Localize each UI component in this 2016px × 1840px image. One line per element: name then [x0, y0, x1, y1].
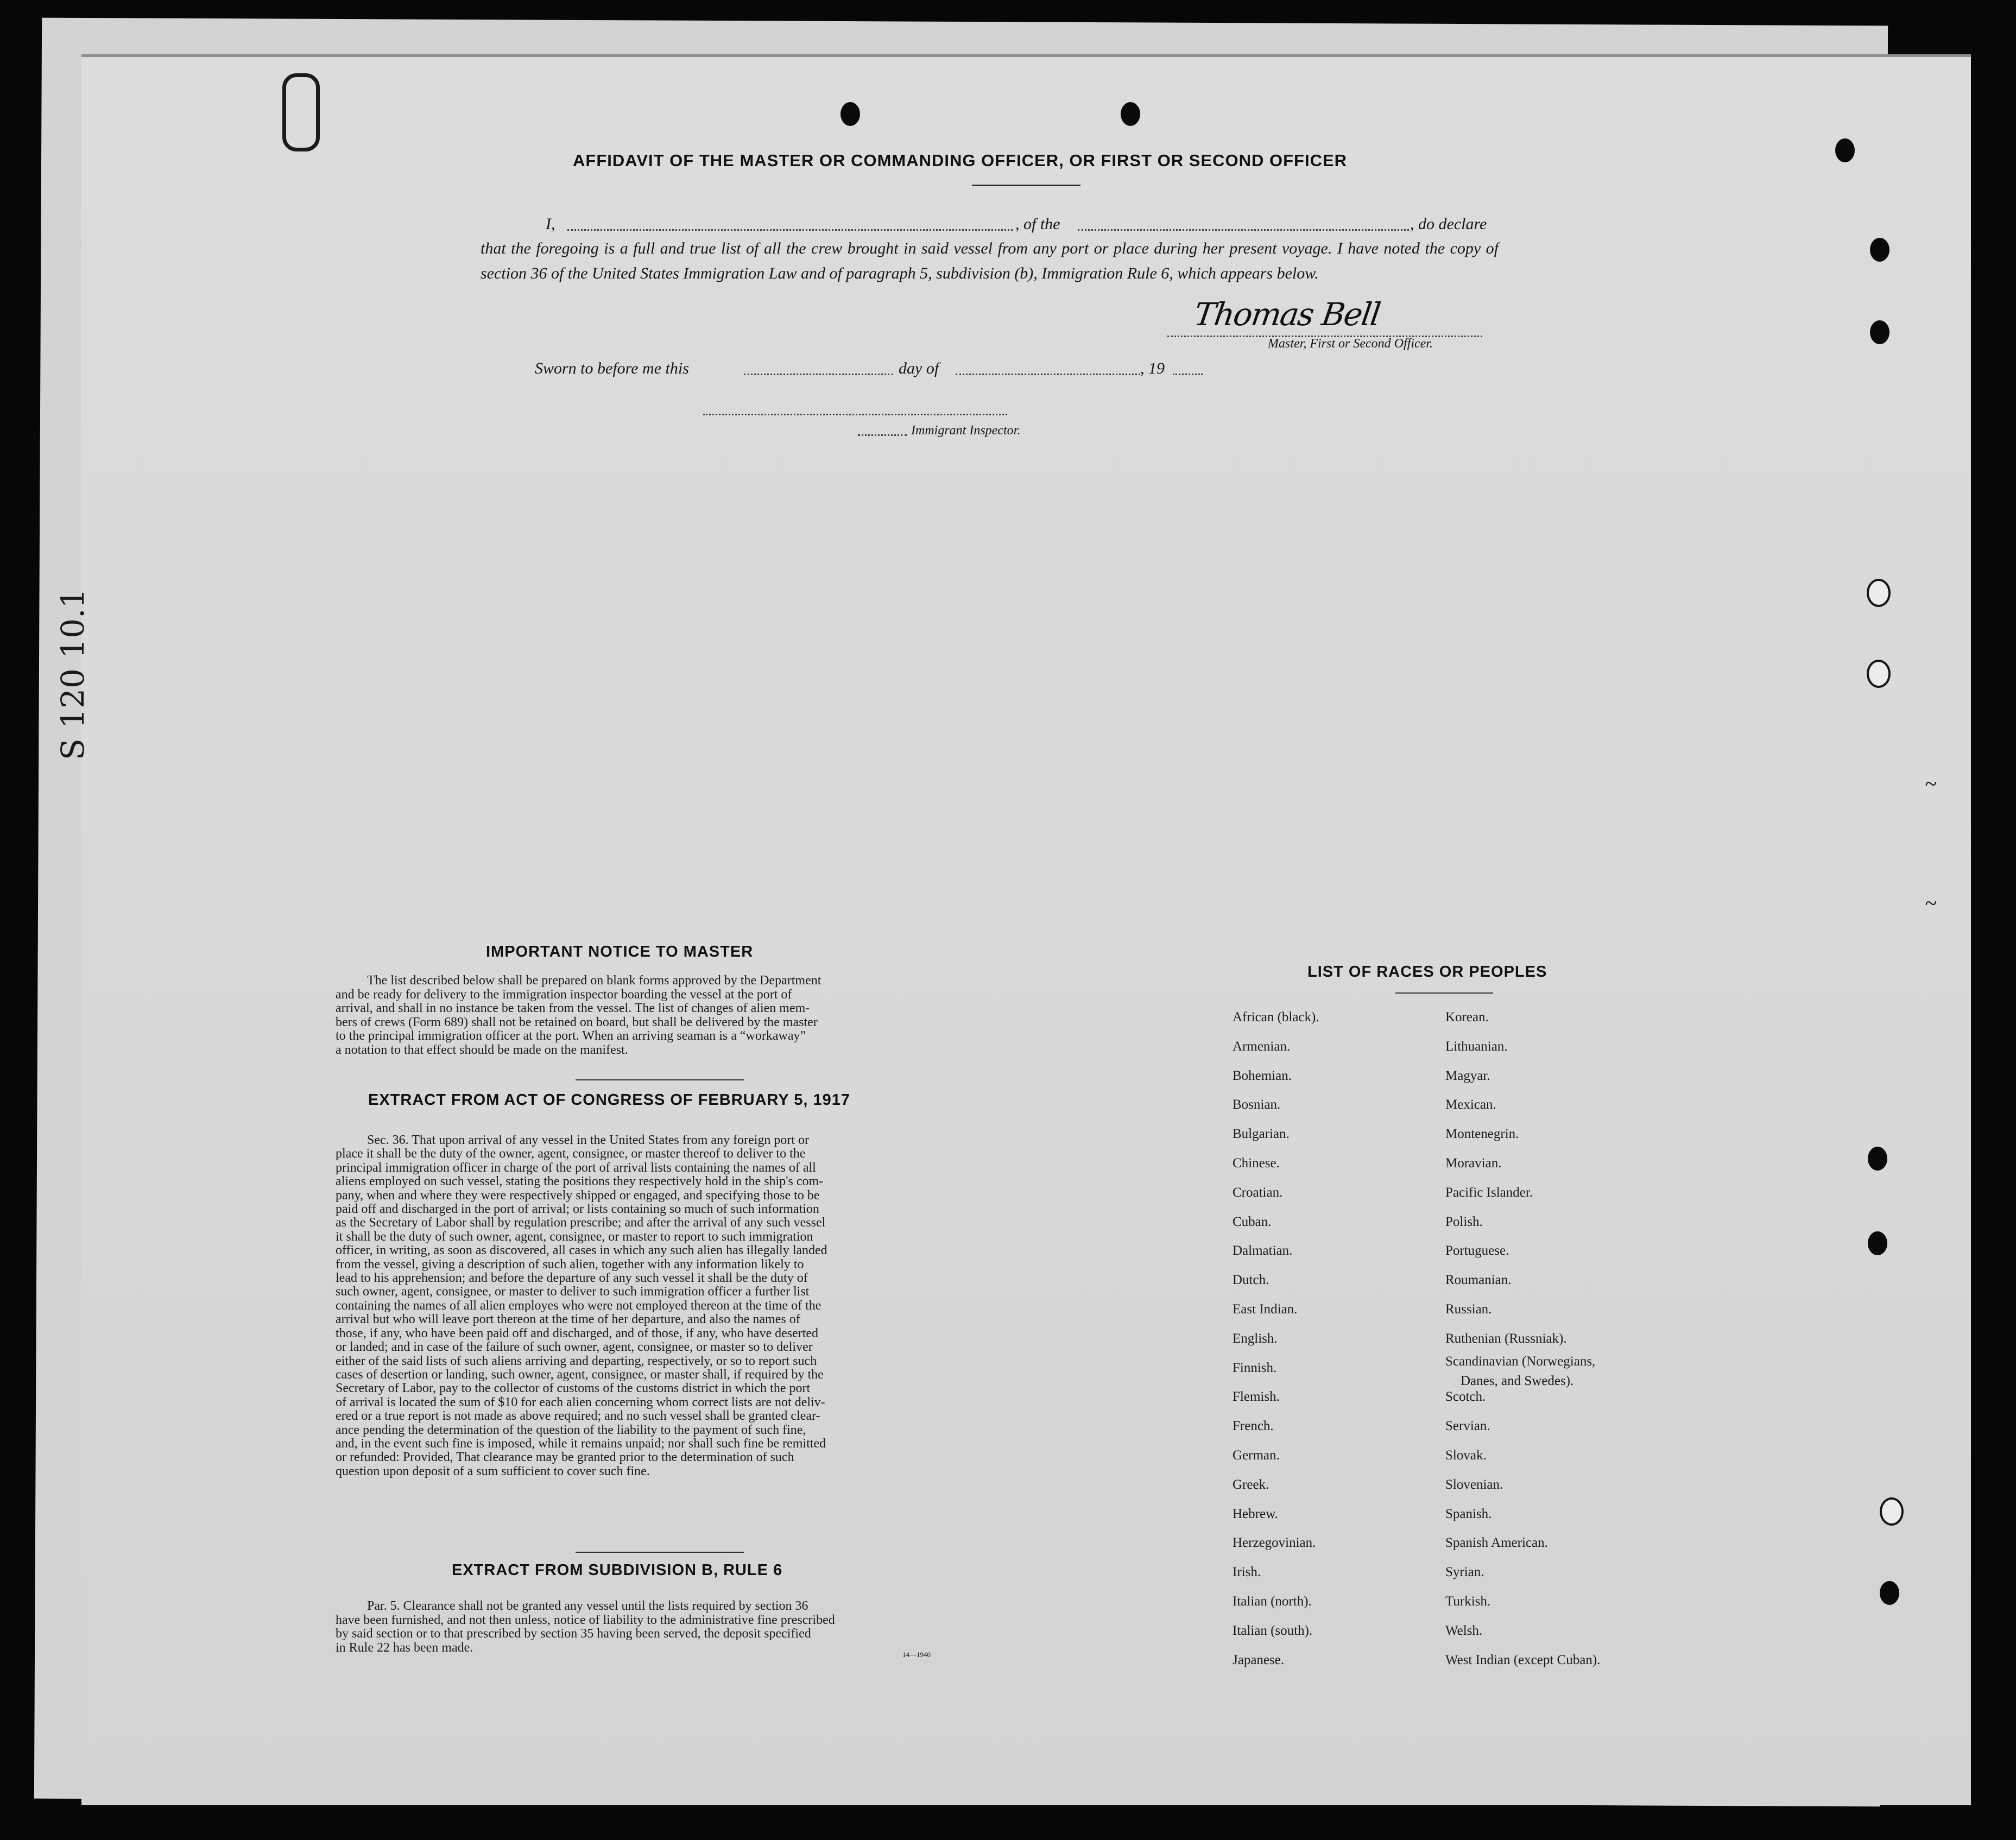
notice-line: to the principal immigration officer at the port. When an arriving seaman is a “workaway” [336, 1029, 806, 1043]
punch-hole [1870, 238, 1889, 262]
extract-act-title: EXTRACT FROM ACT OF CONGRESS OF FEBRUARY 5, 1917 [368, 1091, 851, 1109]
notice-line: and be ready for delivery to the immigration inspector boarding the vessel at the port of [336, 987, 792, 1002]
race-item: Irish. [1233, 1565, 1261, 1580]
race-item: Flemish. [1233, 1389, 1280, 1405]
race-item: Chinese. [1233, 1156, 1280, 1171]
year-blank-line [1173, 374, 1203, 375]
race-item: Greek. [1233, 1477, 1269, 1492]
race-item: Spanish American. [1445, 1535, 1548, 1551]
punch-hole [1880, 1581, 1899, 1605]
act-line: or landed; and in case of the failure of such owner, agent, consignee, or master so to deliver [336, 1340, 813, 1355]
act-line: lead to his apprehension; and before the departure of any such vessel it shall be the duty of [336, 1271, 808, 1286]
document-page [81, 57, 1971, 1805]
punch-hole [1868, 1231, 1887, 1255]
act-line: Secretary of Labor, pay to the collector of customs of the customs district in which the port [336, 1381, 811, 1396]
notice-line: a notation to that effect should be made on the manifest. [336, 1042, 628, 1057]
act-line: it shall be the duty of such owner, agent, consignee, or master to report to such immigration [336, 1229, 813, 1244]
race-item: Syrian. [1445, 1565, 1484, 1580]
race-item: Hebrew. [1233, 1506, 1278, 1521]
punch-hole [1121, 102, 1140, 126]
act-line: from the vessel, giving a description of such alien, together with any information likely to [336, 1257, 804, 1272]
race-item: Montenegrin. [1445, 1127, 1519, 1142]
act-line: containing the names of all alien employes who were not employed thereon at the time of the [336, 1298, 821, 1313]
section-rule [576, 1552, 744, 1553]
race-item: Turkish. [1445, 1594, 1491, 1609]
binding-tag [282, 73, 320, 151]
act-line: question upon deposit of a sum sufficient to cover such fine. [336, 1464, 650, 1478]
affidavit-do-declare: , do declare [1410, 215, 1487, 233]
notice-line: bers of crews (Form 689) shall not be retained on board, but shall be delivered by the master [336, 1015, 818, 1029]
race-continuation: Danes, and Swedes). [1461, 1374, 1574, 1388]
race-item: German. [1233, 1448, 1280, 1463]
race-item: Bulgarian. [1233, 1127, 1290, 1142]
margin-handwritten-note: S 120 10.1 [54, 588, 91, 760]
affidavit-title: AFFIDAVIT OF THE MASTER OR COMMANDING OFFICER, OR FIRST OR SECOND OFFICER [573, 151, 1348, 170]
act-line: Sec. 36. That upon arrival of any vessel in the United States from any foreign port or [367, 1133, 810, 1147]
extract-act-text [336, 1134, 949, 1478]
rule-line: Par. 5. Clearance shall not be granted any vessel until the lists required by section 36 [367, 1599, 808, 1613]
sworn-day-of: day of [899, 359, 939, 377]
act-line: or refunded: Provided, That clearance may be granted prior to the determination of such [336, 1450, 794, 1465]
race-item: Lithuanian. [1445, 1039, 1508, 1054]
race-item: West Indian (except Cuban). [1445, 1652, 1601, 1667]
act-line: either of the said lists of such aliens arriving and departing, respectively, or so to report such [336, 1354, 817, 1368]
title-rule [972, 185, 1080, 186]
race-item: East Indian. [1233, 1302, 1298, 1317]
punch-hole [1835, 138, 1855, 162]
act-line: officer, in writing, as soon as discovered, all cases in which any such alien has illegally landed [336, 1243, 827, 1258]
race-item: African (black). [1233, 1010, 1319, 1025]
right-edge-scribble: ~ [1925, 772, 1937, 796]
race-item: Scandinavian (Norwegians, [1445, 1354, 1596, 1369]
punch-hole [1880, 1497, 1904, 1526]
vessel-blank-line [1078, 229, 1409, 231]
name-blank-line [567, 229, 1013, 231]
race-item: Italian (south). [1233, 1623, 1313, 1638]
race-item: Dalmatian. [1233, 1243, 1293, 1259]
race-item: Scotch. [1445, 1389, 1486, 1405]
race-item: Roumanian. [1445, 1273, 1512, 1288]
rule-line: in Rule 22 has been made. [336, 1640, 473, 1655]
races-title: LIST OF RACES OR PEOPLES [1307, 963, 1547, 981]
race-item: Croatian. [1233, 1185, 1283, 1200]
act-line: arrival but who will leave port thereon at the time of her departure, and also the names of [336, 1312, 800, 1327]
day-blank-line [744, 374, 893, 375]
race-item: Herzegovinian. [1233, 1535, 1316, 1551]
race-item: Bohemian. [1233, 1068, 1292, 1083]
act-line: as the Secretary of Labor shall by regulation prescribe; and after the arrival of any such vessel [336, 1216, 826, 1230]
act-line: place it shall be the duty of the owner, agent, consignee, or master thereof to deliver to the [336, 1147, 806, 1161]
races-title-rule [1395, 992, 1493, 994]
act-line: cases of desertion or landing, such owner, agent, consignee, or master shall, if required by the [336, 1367, 824, 1382]
race-item: English. [1233, 1331, 1278, 1346]
notice-text [336, 974, 949, 1057]
act-line: of arrival is located the sum of $10 for each alien concerning whom correct lists are not deliv- [336, 1395, 825, 1409]
race-item: French. [1233, 1419, 1274, 1434]
notice-title: IMPORTANT NOTICE TO MASTER [486, 943, 754, 960]
punch-hole [840, 102, 860, 126]
race-item: Russian. [1445, 1302, 1492, 1317]
race-item: Moravian. [1445, 1156, 1502, 1171]
race-item: Servian. [1445, 1419, 1490, 1434]
rule-line: have been furnished, and not then unless, notice of liability to the administrative fine prescribed [336, 1613, 835, 1627]
section-rule [576, 1079, 744, 1080]
extract-rule-text [336, 1599, 949, 1655]
act-line: pany, when and where they were respectively shipped or engaged, and specifying those to be [336, 1188, 820, 1203]
act-line: such owner, agent, consignee, or master to deliver to such immigration officer a further list [336, 1285, 810, 1299]
notice-line: The list described below shall be prepared on blank forms approved by the Department [367, 973, 821, 988]
race-item: Italian (north). [1233, 1594, 1312, 1609]
race-item: Finnish. [1233, 1360, 1277, 1375]
month-blank-line [956, 374, 1140, 375]
punch-hole [1868, 1147, 1887, 1171]
sworn-text: Sworn to before me this [535, 359, 689, 377]
form-number: 14—1940 [902, 1651, 931, 1659]
master-signature: Thomas Bell [1192, 296, 1382, 333]
signature-caption: Master, First or Second Officer. [1268, 337, 1433, 351]
extract-rule-title: EXTRACT FROM SUBDIVISION B, RULE 6 [452, 1561, 783, 1579]
affidavit-body: that the foregoing is a full and true list of all the crew brought in said vessel from any port or place during her present voyage. I have noted the copy of section 36 of the United States Immigration Law and of paragraph 5, subdivision (b), Immigration Rule 6, which appears below. [481, 239, 1499, 282]
right-edge-scribble: ~ [1925, 891, 1937, 915]
act-line: ance pending the determination of the question of the liability to the payment of such fine, [336, 1422, 806, 1437]
inspector-lead-line [858, 434, 907, 436]
race-item: Welsh. [1445, 1623, 1483, 1638]
race-item: Ruthenian (Russniak). [1445, 1331, 1567, 1346]
race-item: Slovenian. [1445, 1477, 1503, 1492]
race-item: Cuban. [1233, 1214, 1272, 1229]
race-item: Mexican. [1445, 1097, 1496, 1112]
race-item: Japanese. [1233, 1652, 1285, 1667]
act-line: principal immigration officer in charge of the port of arrival lists containing the names of all [336, 1160, 816, 1175]
punch-hole [1870, 320, 1889, 344]
inspector-signature-line [703, 414, 1007, 415]
sworn-year: , 19 [1140, 359, 1165, 377]
punch-hole [1867, 579, 1891, 607]
race-item: Slovak. [1445, 1448, 1487, 1463]
inspector-caption: Immigrant Inspector. [911, 423, 1021, 438]
act-line: and, in the event such fine is imposed, while it remains unpaid; nor shall such fine be remitted [336, 1436, 826, 1451]
rule-line: by said section or to that prescribed by section 35 having been served, the deposit specified [336, 1627, 811, 1641]
race-item: Korean. [1445, 1010, 1489, 1025]
race-item: Armenian. [1233, 1039, 1291, 1054]
race-item: Magyar. [1445, 1068, 1490, 1083]
act-line: ered or a true report is not made as above required; and no such vessel shall be granted clear- [336, 1409, 820, 1424]
notice-line: arrival, and shall in no instance be taken from the vessel. The list of changes of alien mem- [336, 1001, 810, 1015]
race-item: Pacific Islander. [1445, 1185, 1533, 1200]
race-item: Polish. [1445, 1214, 1483, 1229]
act-line: aliens employed on such vessel, stating the positions they respectively hold in the ship's com- [336, 1174, 824, 1189]
race-item: Spanish. [1445, 1506, 1492, 1521]
act-line: paid off and discharged in the port of arrival; or lists containing so much of such information [336, 1202, 819, 1217]
affidavit-of-the: , of the [1015, 215, 1060, 233]
race-item: Portuguese. [1445, 1243, 1509, 1259]
affidavit-i: I, [546, 215, 555, 233]
race-item: Bosnian. [1233, 1097, 1281, 1112]
act-line: those, if any, who have been paid off and discharged, and of those, if any, who have deserted [336, 1326, 819, 1341]
race-item: Dutch. [1233, 1273, 1269, 1288]
punch-hole [1867, 660, 1891, 688]
